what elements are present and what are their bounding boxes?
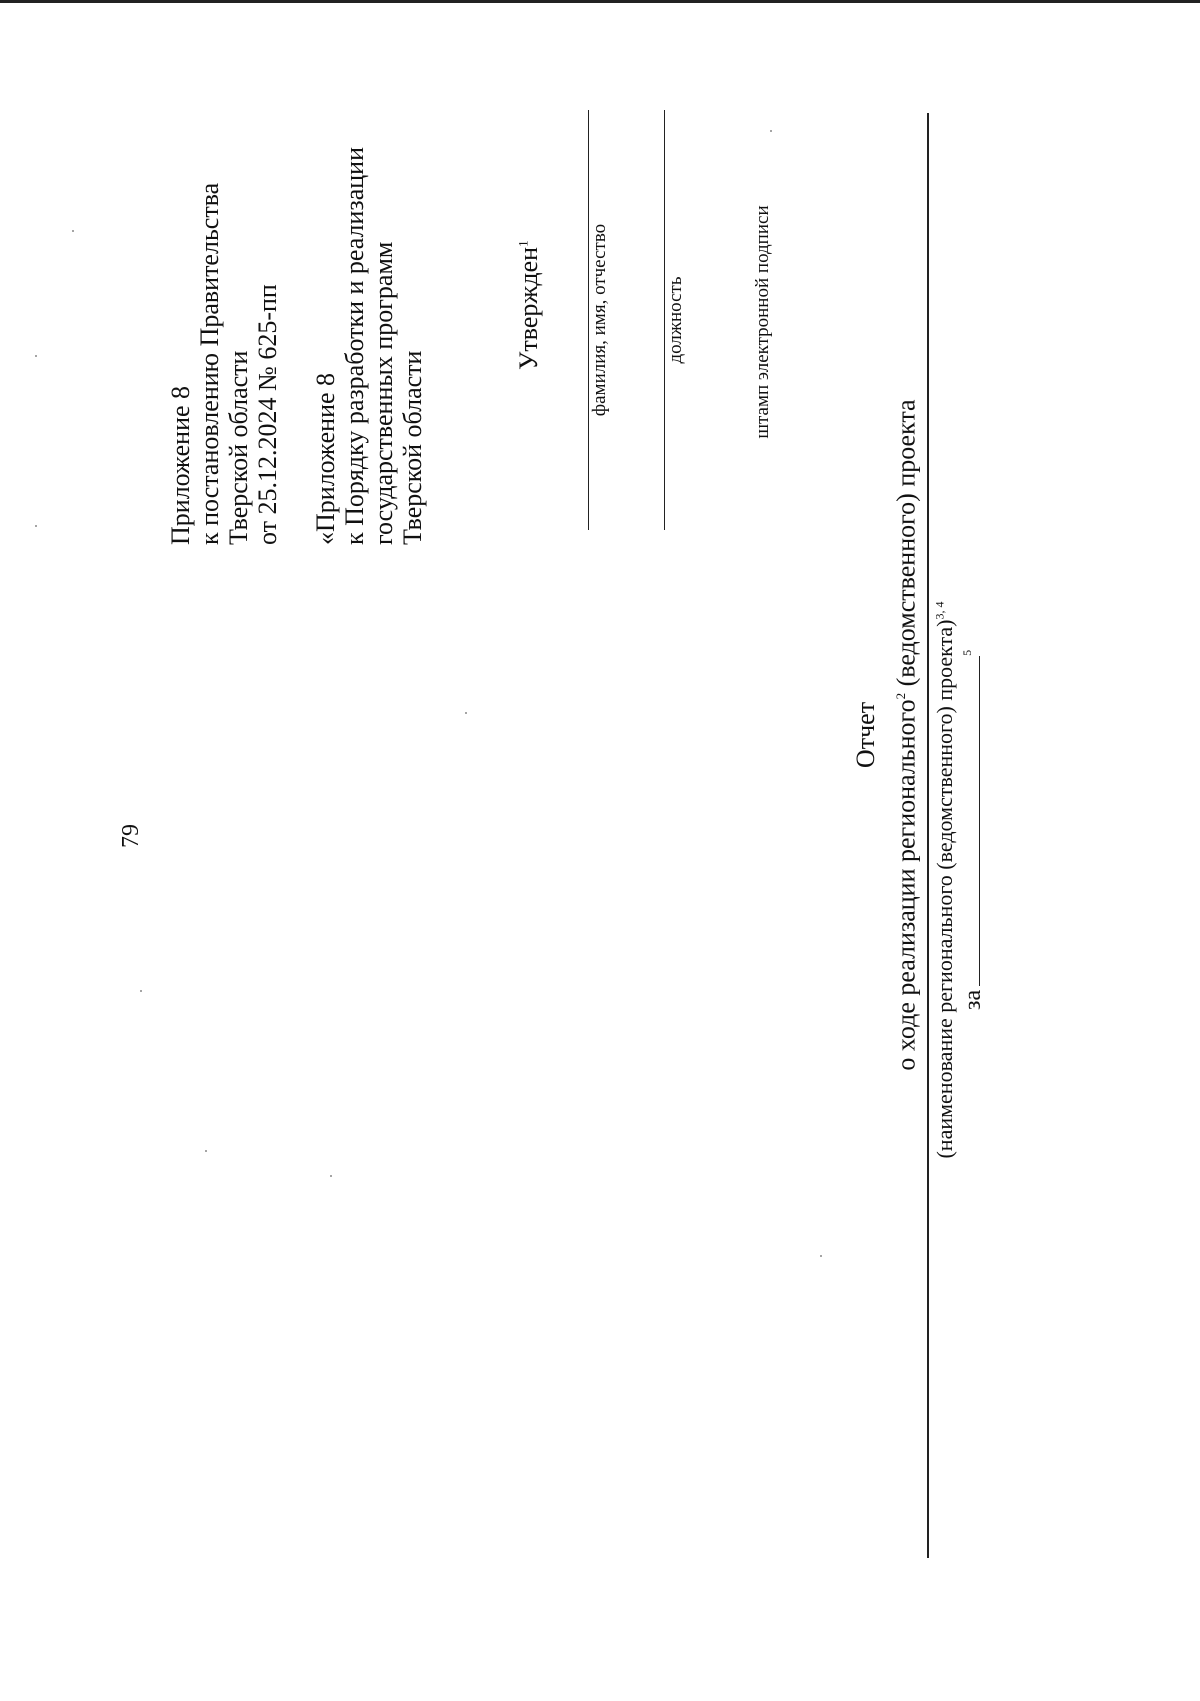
- position-signature-block: [664, 110, 687, 530]
- position-caption: должность: [665, 276, 686, 364]
- top-border: [0, 0, 1200, 3]
- scan-speck: [330, 1175, 332, 1177]
- appendix-spacer: [282, 65, 311, 545]
- scan-speck: [820, 1255, 822, 1257]
- appendix-line: «Приложение 8: [311, 372, 340, 545]
- scan-speck: [35, 355, 37, 357]
- appendix-line: к Порядку разработки и реализации: [340, 147, 369, 545]
- appendix-block: [166, 65, 427, 545]
- report-period: [960, 650, 987, 1010]
- appendix-line: Приложение 8: [166, 385, 195, 545]
- appendix-line: к постановлению Правительства: [195, 182, 224, 545]
- period-prefix: за: [960, 989, 986, 1010]
- scan-speck: [770, 130, 772, 132]
- approved-label: [514, 240, 544, 370]
- caption-text: (наименование регионального (ведомственного) проекта): [932, 619, 957, 1159]
- report-title: Отчет: [851, 701, 880, 769]
- footnote-mark: 5: [960, 649, 974, 656]
- subtitle-text: о ходе реализации регионального: [891, 699, 921, 1071]
- fio-caption: фамилия, имя, отчество: [589, 223, 610, 417]
- footnote-mark: 3, 4: [932, 601, 947, 620]
- scan-speck: [140, 990, 142, 992]
- scan-speck: [205, 1150, 207, 1152]
- scan-speck: [35, 525, 37, 527]
- page-number: 79: [118, 824, 144, 848]
- scan-speck: [465, 712, 467, 714]
- project-name-line: [927, 113, 929, 1558]
- appendix-line: государственных программ: [369, 241, 398, 545]
- appendix-line: Тверской области: [398, 350, 427, 545]
- subtitle-text: (ведомственного) проекта: [891, 399, 921, 693]
- appendix-line: Тверской области: [224, 350, 253, 545]
- fio-signature-block: [588, 110, 611, 530]
- appendix-line: от 25.12.2024 № 625-пп: [253, 284, 282, 545]
- scan-speck: [72, 230, 74, 232]
- stamp-caption: штамп электронной подписи: [752, 205, 773, 439]
- footnote-mark: 2: [893, 692, 908, 700]
- period-blank-line: [978, 656, 980, 986]
- approved-text: Утвержден: [514, 246, 543, 370]
- report-heading: [848, 200, 924, 1270]
- report-subtitle: [883, 200, 924, 1270]
- project-name-caption: [932, 560, 958, 1200]
- footnote-mark: 1: [515, 240, 531, 247]
